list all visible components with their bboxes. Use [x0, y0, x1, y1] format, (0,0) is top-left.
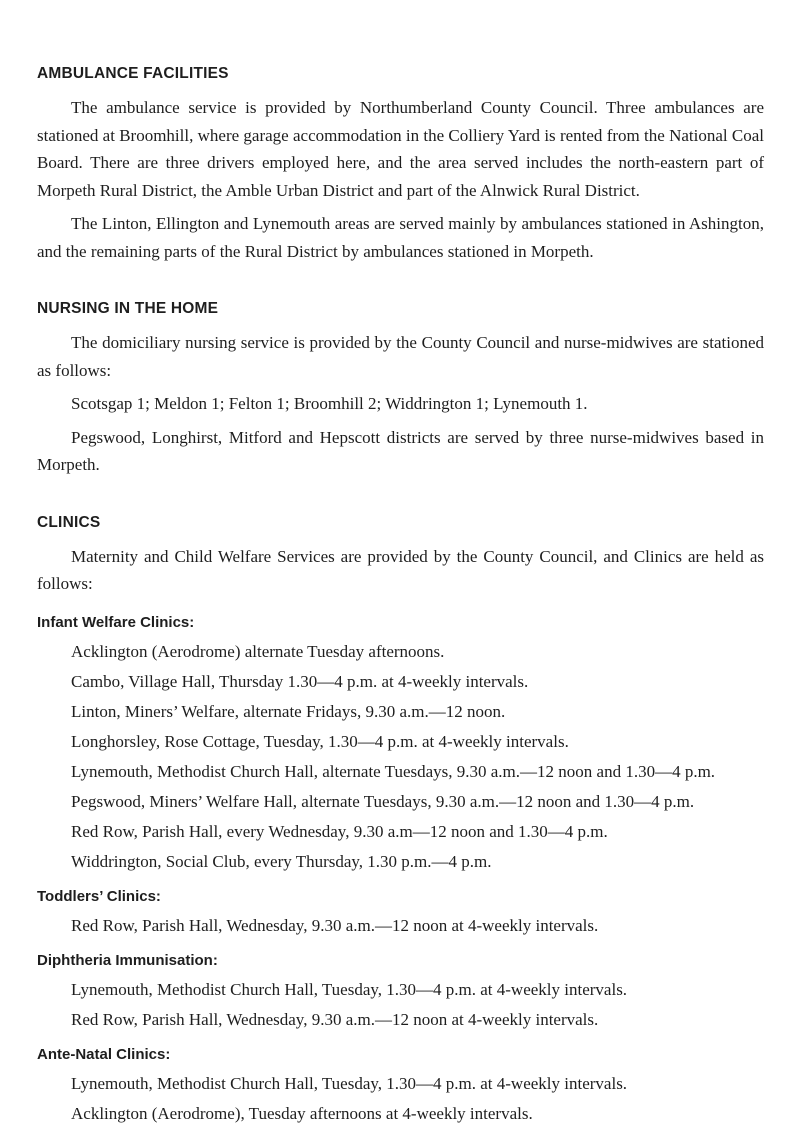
nursing-paragraph-3: Pegswood, Longhirst, Mitford and Hepscott districts are served by three nurse-midwives based in Morpeth. [37, 427, 764, 474]
list-item: Lynemouth, Methodist Church Hall, Tuesday, 1.30—4 p.m. at 4-weekly intervals. [71, 979, 628, 999]
infant-welfare-heading: Infant Welfare Clinics: [37, 613, 195, 631]
list-item: Lynemouth, Methodist Church Hall, alternate Tuesdays, 9.30 a.m.—12 noon and 1.30—4 p.m. [71, 761, 716, 781]
list-item: Acklington (Aerodrome), Tuesday afternoons at 4-weekly intervals. [71, 1103, 533, 1123]
list-item: Acklington (Aerodrome) alternate Tuesday afternoons. [71, 641, 445, 661]
list-item: Red Row, Parish Hall, Wednesday, 9.30 a.m.—12 noon at 4-weekly intervals. [71, 915, 599, 935]
nursing-paragraph-2: Scotsgap 1; Meldon 1; Felton 1; Broomhill 2; Widdrington 1; Lynemouth 1. [71, 394, 588, 413]
diphtheria-immunisation-heading: Diphtheria Immunisation: [37, 951, 218, 969]
document-page [37, 60, 764, 1129]
ante-natal-clinics-heading: Ante-Natal Clinics: [37, 1045, 171, 1063]
list-item: Linton, Miners’ Welfare, alternate Fridays, 9.30 a.m.—12 noon. [71, 701, 506, 721]
list-item: Pegswood, Miners’ Welfare Hall, alternate Tuesdays, 9.30 a.m.—12 noon and 1.30—4 p.m. [71, 791, 695, 811]
list-item: Lynemouth, Methodist Church Hall, Tuesday, 1.30—4 p.m. at 4-weekly intervals. [71, 1073, 628, 1093]
list-item: Red Row, Parish Hall, every Wednesday, 9.30 a.m—12 noon and 1.30—4 p.m. [71, 821, 608, 841]
clinics-intro: Maternity and Child Welfare Services are provided by the County Council, and Clinics are held as follows: [37, 546, 764, 593]
list-item: Longhorsley, Rose Cottage, Tuesday, 1.30—4 p.m. at 4-weekly intervals. [71, 731, 569, 751]
ambulance-paragraph-1: The ambulance service is provided by Northumberland County Council. Three ambulances are stationed at Broomhill, where garage accommodation in the Colliery Yard is rented from the National Coal Board. There are three drivers employed here, and the area served includes the north-eastern part of Morpeth Rural District, the Amble Urban District and part of the Alnwick Rural District. [37, 98, 764, 200]
ambulance-paragraph-2: The Linton, Ellington and Lynemouth areas are served mainly by ambulances stationed in Ashington, and the remaining parts of the Rural District by ambulances stationed in Morpeth. [37, 214, 764, 261]
list-item: Cambo, Village Hall, Thursday 1.30—4 p.m. at 4-weekly intervals. [71, 671, 529, 691]
list-item: Widdrington, Social Club, every Thursday, 1.30 p.m.—4 p.m. [71, 851, 492, 871]
clinics-heading: CLINICS [37, 513, 101, 531]
ambulance-heading: AMBULANCE FACILITIES [37, 65, 229, 82]
toddlers-clinics-heading: Toddlers’ Clinics: [37, 887, 161, 905]
nursing-paragraph-1: The domiciliary nursing service is provided by the County Council and nurse-midwives are stationed as follows: [37, 333, 764, 380]
list-item: Red Row, Parish Hall, Wednesday, 9.30 a.m.—12 noon at 4-weekly intervals. [71, 1009, 599, 1029]
nursing-heading: NURSING IN THE HOME [37, 300, 219, 317]
